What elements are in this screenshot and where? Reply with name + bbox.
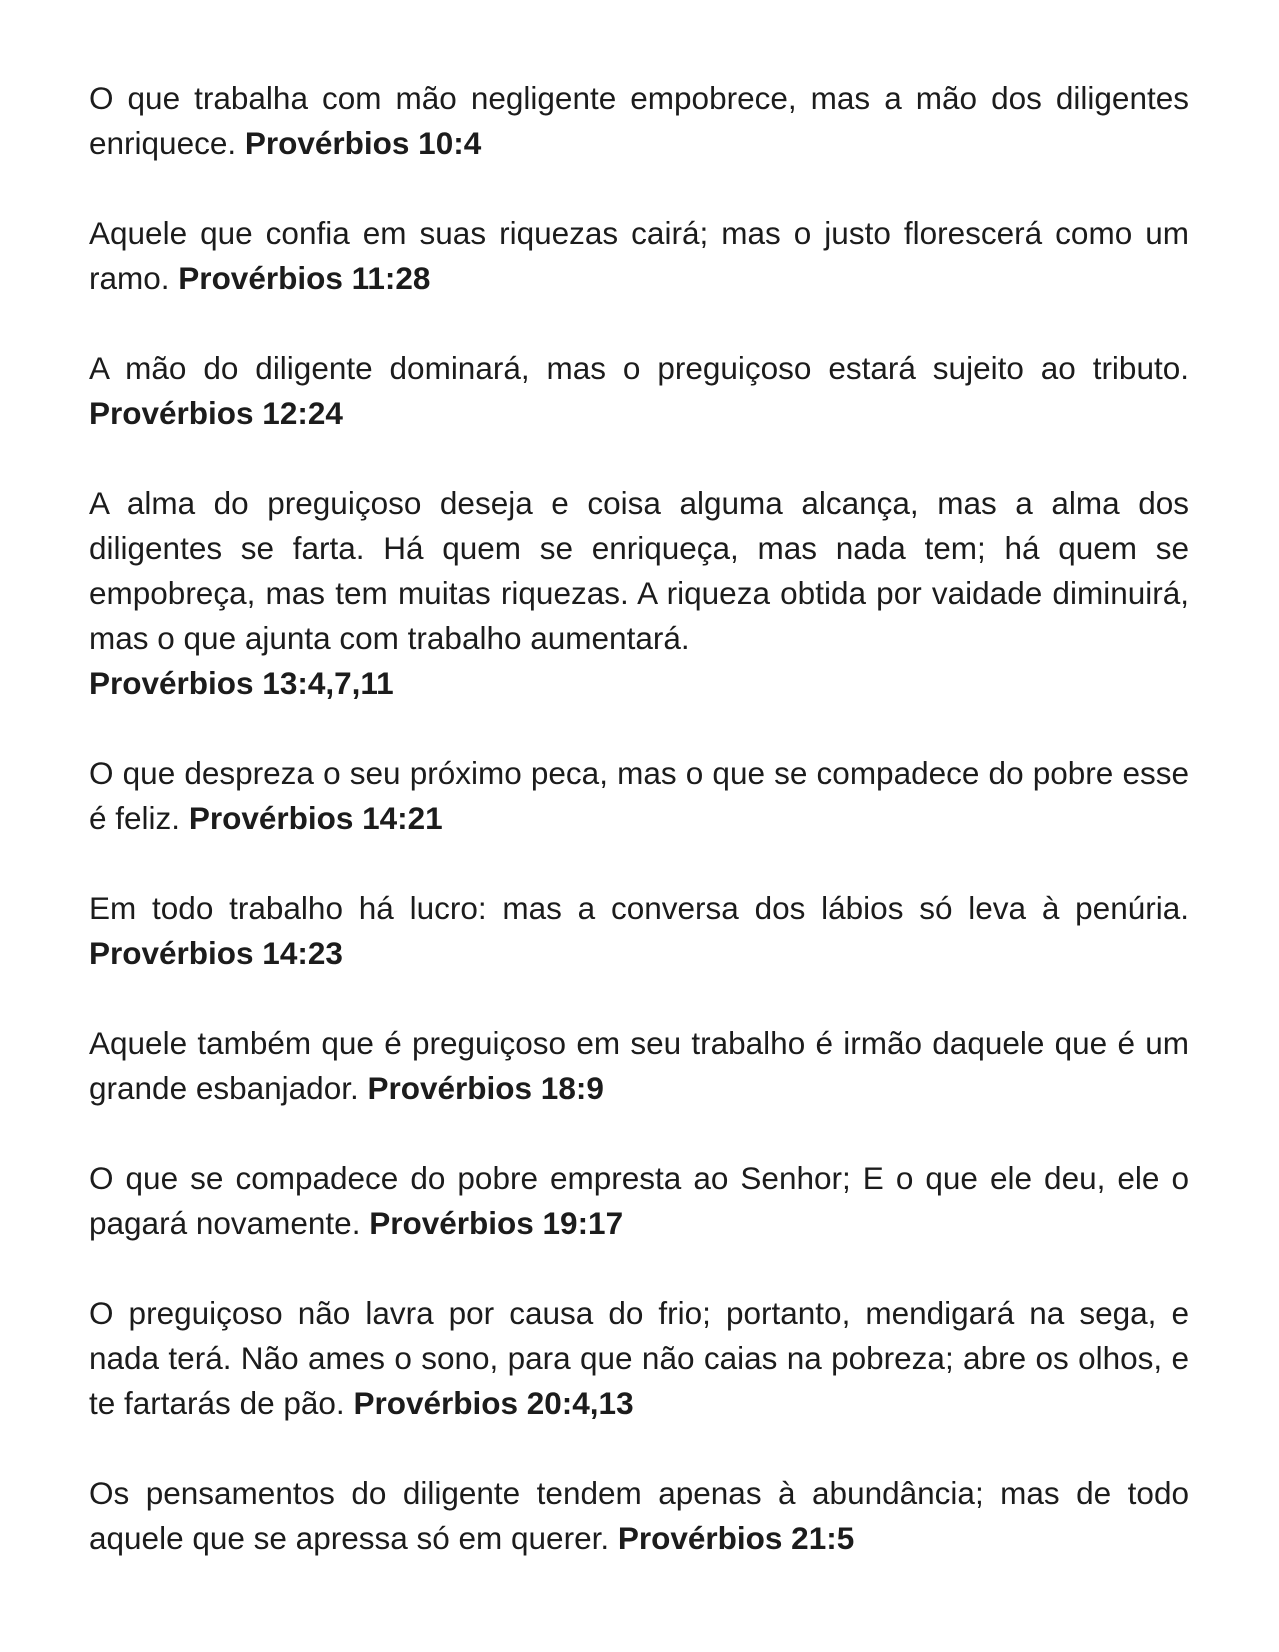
verse-text: O que despreza o seu próximo peca, mas o que se compadece do pobre esse é feliz. (89, 755, 1189, 836)
verse-paragraph (89, 751, 1189, 841)
verse-text: Em todo trabalho há lucro: mas a conversa dos lábios só leva à penúria. (89, 890, 1189, 926)
verse-paragraph (89, 76, 1189, 166)
verse-paragraph (89, 886, 1189, 976)
verse-reference: Provérbios 10:4 (244, 125, 482, 161)
verse-text: Os pensamentos do diligente tendem apenas à abundância; mas de todo aquele que se apressa só em querer. (89, 1475, 1189, 1556)
verse-reference: Provérbios 11:28 (178, 260, 431, 296)
verse-reference: Provérbios 19:17 (369, 1205, 624, 1241)
verse-text: A alma do preguiçoso deseja e coisa alguma alcança, mas a alma dos diligentes se farta. Há quem se enriqueça, mas nada tem; há quem se empobreça, mas tem muitas riquezas. A riqueza obtida por vaidade diminuirá, mas o que ajunta com trabalho aumentará. (89, 485, 1189, 656)
verse-text: O preguiçoso não lavra por causa do frio; portanto, mendigará na sega, e nada terá. Não ames o sono, para que não caias na pobreza; abre os olhos, e te fartarás de pão. (89, 1295, 1189, 1421)
verse-reference: Provérbios 20:4,13 (353, 1385, 634, 1421)
verse-text: A mão do diligente dominará, mas o preguiçoso estará sujeito ao tributo. (89, 350, 1189, 386)
verse-reference: Provérbios 14:23 (89, 935, 343, 971)
verse-reference: Provérbios 12:24 (89, 395, 343, 431)
verse-paragraph (89, 1471, 1189, 1561)
verse-paragraph (89, 1291, 1189, 1426)
verse-reference: Provérbios 18:9 (367, 1070, 604, 1106)
verse-reference: Provérbios 13:4,7,11 (89, 665, 394, 701)
verse-text: O que trabalha com mão negligente empobrece, mas a mão dos diligentes enriquece. (89, 80, 1189, 161)
verse-paragraph (89, 1021, 1189, 1111)
verse-paragraph (89, 346, 1189, 436)
verse-paragraph (89, 481, 1189, 706)
verse-reference: Provérbios 14:21 (188, 800, 443, 836)
verse-text: Aquele que confia em suas riquezas cairá; mas o justo florescerá como um ramo. (89, 215, 1189, 296)
verse-reference: Provérbios 21:5 (617, 1520, 855, 1556)
document-page (89, 76, 1189, 1606)
verse-text: O que se compadece do pobre empresta ao Senhor; E o que ele deu, ele o pagará novamente. (89, 1160, 1189, 1241)
verse-text: Aquele também que é preguiçoso em seu trabalho é irmão daquele que é um grande esbanjador. (89, 1025, 1189, 1106)
verse-paragraph (89, 1156, 1189, 1246)
verse-paragraph (89, 211, 1189, 301)
